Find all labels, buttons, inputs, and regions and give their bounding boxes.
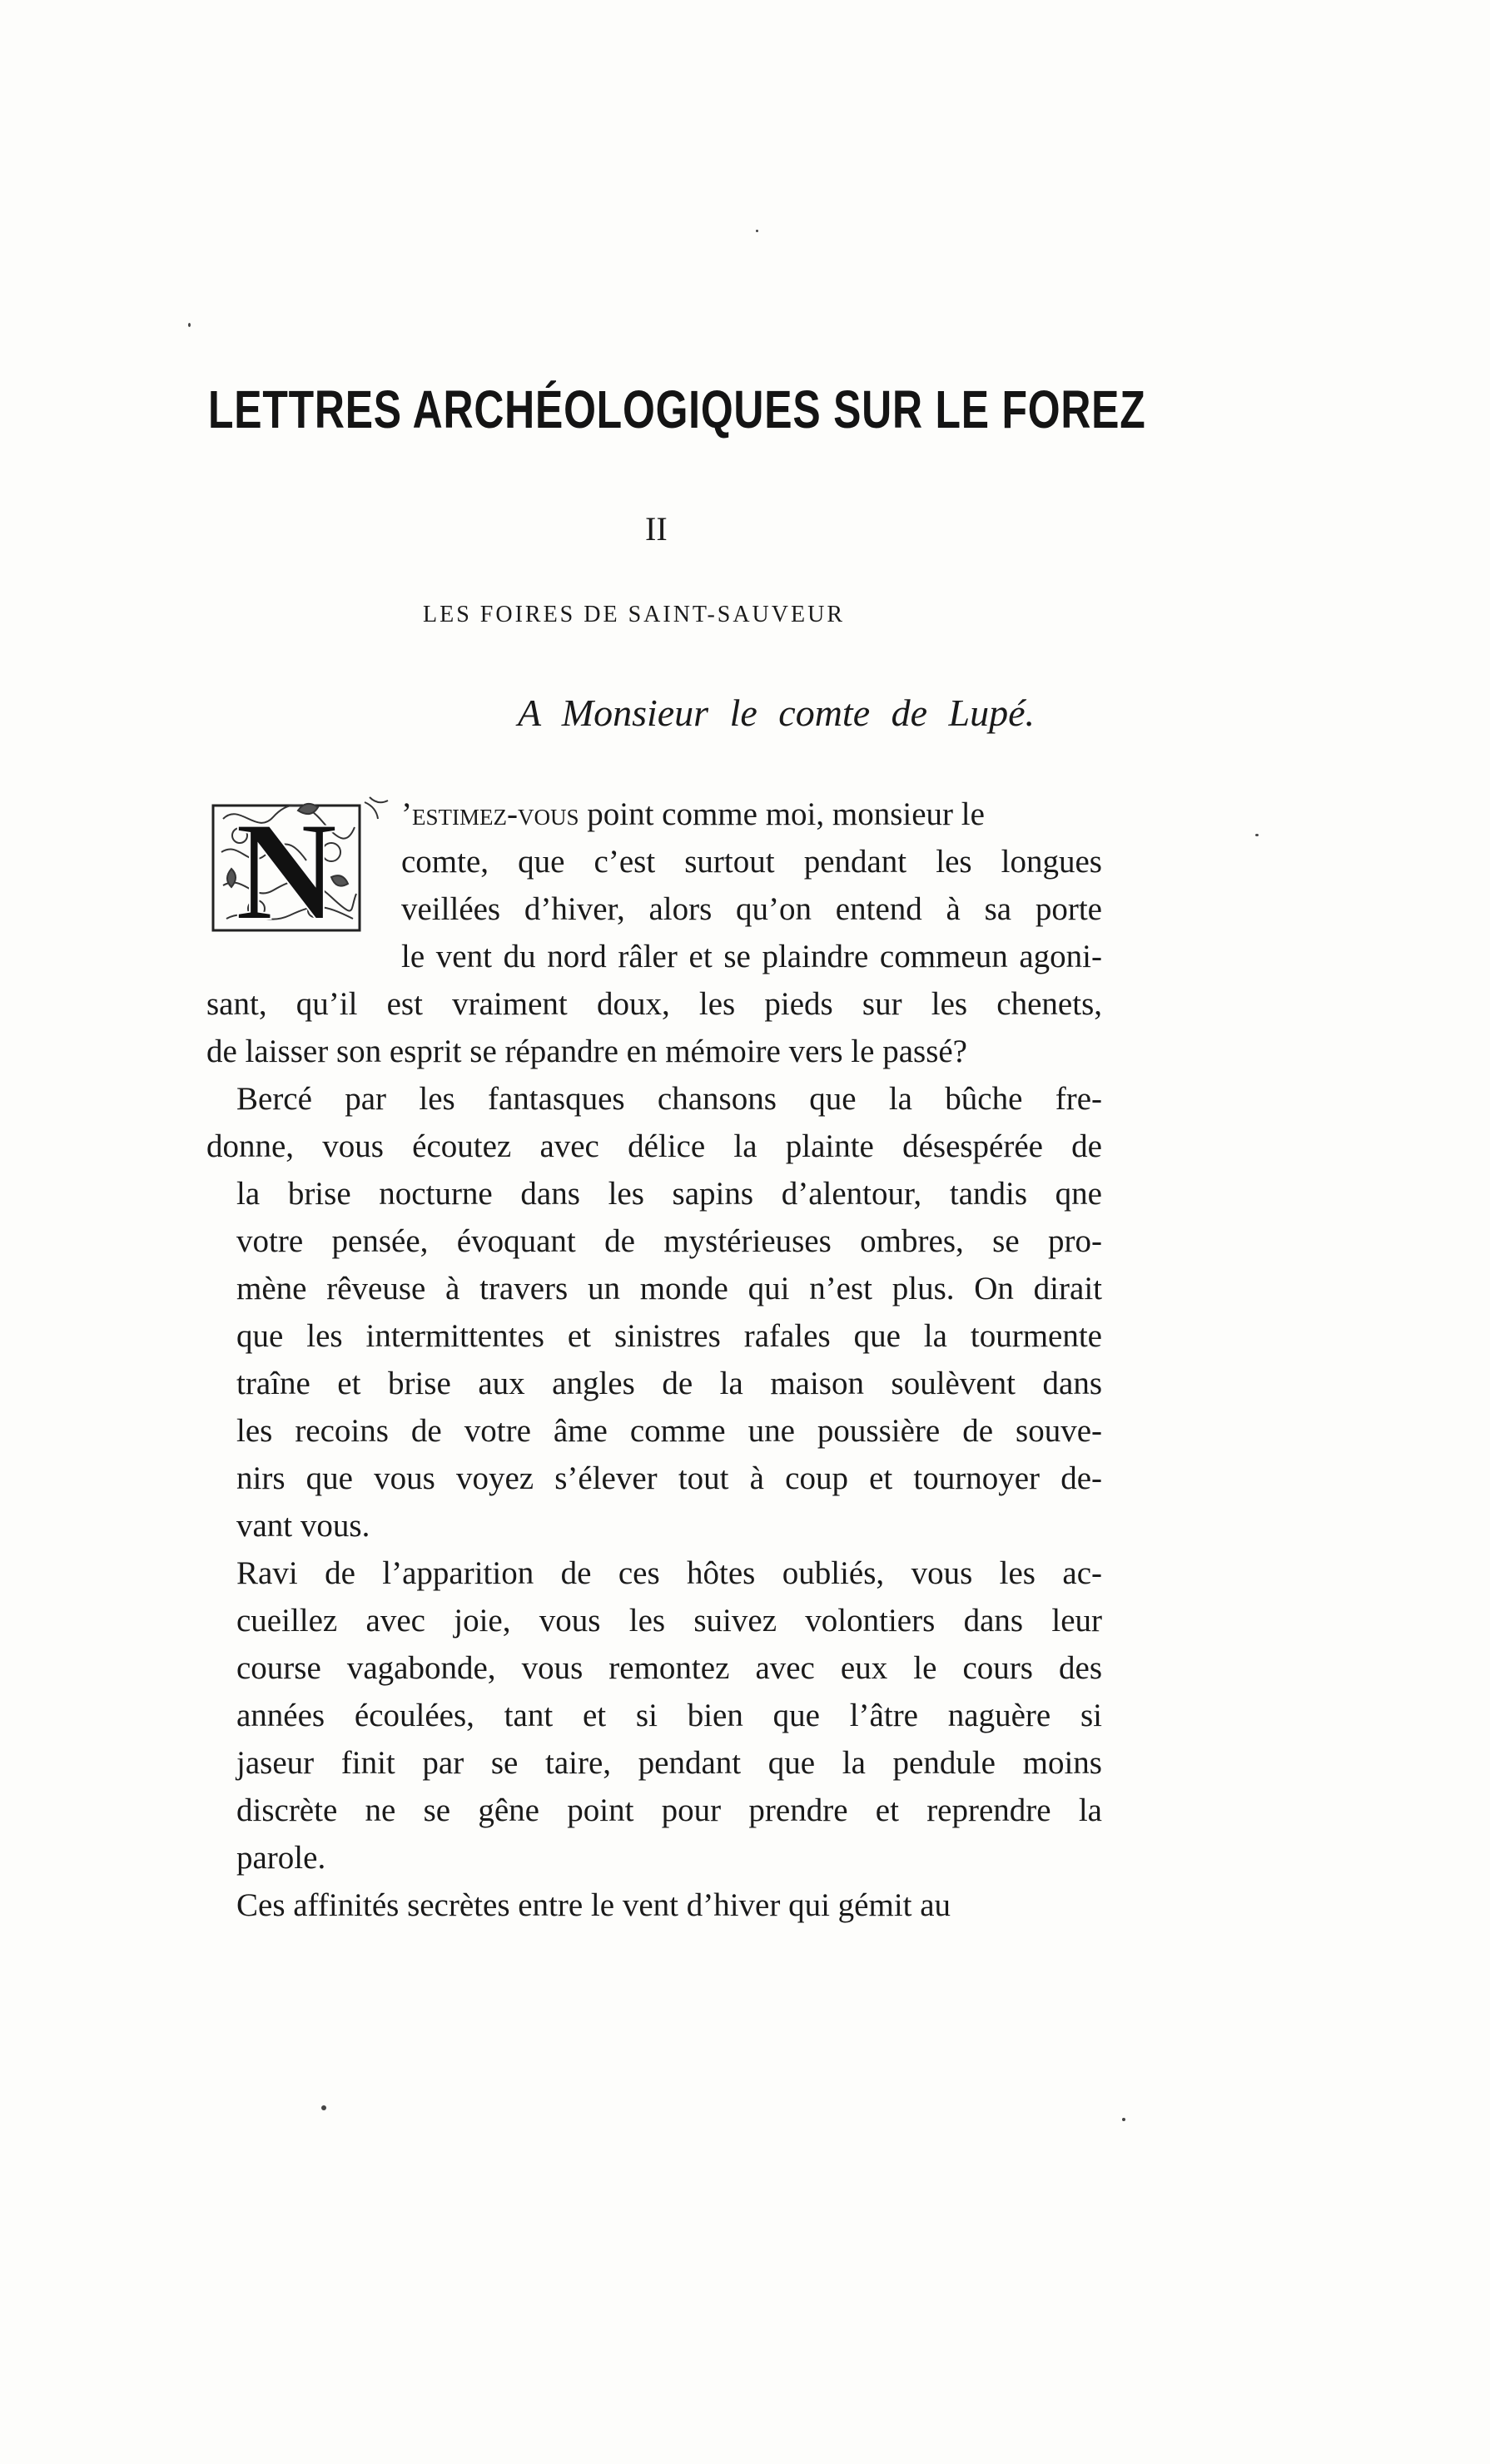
paragraph-2-line: donne, vous écoutez avec délice la plainte désespérée de bbox=[206, 1128, 1102, 1164]
dedication: A Monsieur le comte de Lupé. bbox=[518, 692, 1036, 734]
paragraph-2 bbox=[206, 1075, 1102, 1549]
paragraph-1-line: le vent du nord râler et se plaindre commeun agoni- bbox=[401, 939, 1102, 974]
paragraph-4 bbox=[206, 1881, 1102, 1929]
page-title: LETTRES ARCHÉOLOGIQUES SUR LE FOREZ bbox=[208, 379, 1146, 439]
paragraph-4-line: Ces affinités secrètes entre le vent d’hiver qui gémit au bbox=[236, 1887, 951, 1923]
paragraph-1-line: point comme moi, monsieur le bbox=[579, 796, 985, 832]
paragraph-3-line: course vagabonde, vous remontez avec eux le cours des bbox=[236, 1650, 1102, 1686]
print-speck bbox=[756, 230, 758, 232]
paragraph-3-line: discrète ne se gêne point pour prendre et reprendre la bbox=[236, 1792, 1102, 1828]
paragraph-1-line: sant, qu’il est vraiment doux, les pieds sur les chenets, bbox=[206, 986, 1102, 1022]
paragraph-2-line: mène rêveuse à travers un monde qui n’est plus. On dirait bbox=[236, 1271, 1102, 1306]
paragraph-2-line: Bercé par les fantasques chansons que la bûche fre- bbox=[236, 1081, 1102, 1117]
paragraph-3-line: années écoulées, tant et si bien que l’âtre naguère si bbox=[236, 1698, 1102, 1733]
paragraph-1 bbox=[206, 791, 1102, 1075]
print-speck bbox=[188, 323, 191, 327]
paragraph-1-line: de laisser son esprit se répandre en mémoire vers le passé? bbox=[206, 1034, 967, 1069]
paragraph-3 bbox=[206, 1549, 1102, 1881]
dropcap-letter: N bbox=[235, 794, 338, 937]
part-number: II bbox=[645, 510, 668, 548]
body-text bbox=[206, 791, 1102, 1929]
paragraph-1-line: veillées d’hiver, alors qu’on entend à sa porte bbox=[401, 891, 1102, 927]
paragraph-1-lead: ’estimez-vous bbox=[401, 796, 579, 832]
paragraph-3-line: parole. bbox=[236, 1840, 326, 1876]
paragraph-2-line: traîne et brise aux angles de la maison soulèvent dans bbox=[236, 1366, 1102, 1401]
paragraph-3-line: jaseur finit par se taire, pendant que la pendule moins bbox=[236, 1745, 1102, 1781]
paragraph-2-line: nirs que vous voyez s’élever tout à coup et tournoyer de- bbox=[236, 1460, 1102, 1496]
print-speck bbox=[321, 2105, 326, 2110]
print-speck bbox=[1122, 2118, 1125, 2121]
paragraph-2-line: la brise nocturne dans les sapins d’alentour, tandis qne bbox=[236, 1176, 1102, 1212]
paragraph-2-line: votre pensée, évoquant de mystérieuses ombres, se pro- bbox=[236, 1223, 1102, 1259]
paragraph-2-line: les recoins de votre âme comme une poussière de souve- bbox=[236, 1413, 1102, 1449]
paragraph-3-line: cueillez avec joie, vous les suivez volontiers dans leur bbox=[236, 1603, 1102, 1639]
dropcap-ornament-icon bbox=[206, 794, 390, 937]
print-speck bbox=[1255, 834, 1259, 836]
paragraph-1-line: comte, que c’est surtout pendant les longues bbox=[401, 844, 1102, 880]
paragraph-2-line: vant vous. bbox=[236, 1508, 370, 1544]
paragraph-2-line: que les intermittentes et sinistres rafales que la tourmente bbox=[236, 1318, 1102, 1354]
paragraph-3-line: Ravi de l’apparition de ces hôtes oubliés, vous les ac- bbox=[236, 1555, 1102, 1591]
section-title: LES FOIRES DE SAINT-SAUVEUR bbox=[423, 602, 846, 627]
ornamental-dropcap bbox=[206, 794, 390, 937]
